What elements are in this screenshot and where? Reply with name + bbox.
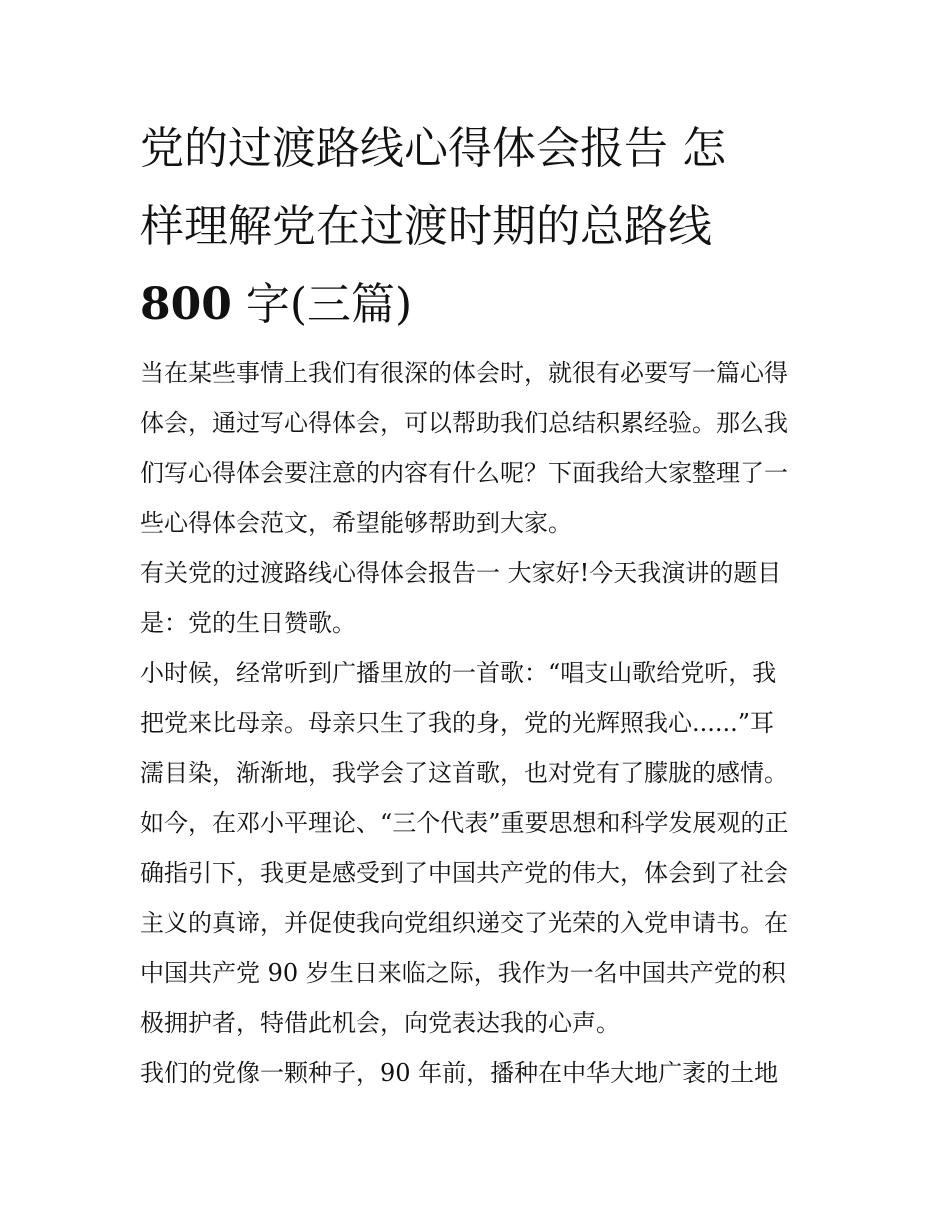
paragraph-line: 把党来比母亲。母亲只生了我的身，党的光辉照我心......”耳 <box>140 709 775 737</box>
paragraph-childhood <box>140 648 815 1048</box>
title-suffix: 字(三篇) <box>231 279 413 330</box>
paragraph-line: 当在某些事情上我们有很深的体会时，就很有必要写一篇心得 <box>140 359 788 387</box>
paragraph-line: 极拥护者，特借此机会，向党表达我的心声。 <box>140 1009 620 1037</box>
paragraph-line: 们写心得体会要注意的内容有什么呢？下面我给大家整理了一 <box>140 459 788 487</box>
title-line-1: 党的过渡路线心得体会报告 怎 <box>140 123 726 174</box>
document-content <box>140 110 815 1098</box>
paragraph-seed <box>140 1048 815 1098</box>
paragraph-line: 体会，通过写心得体会，可以帮助我们总结积累经验。那么我 <box>140 409 788 437</box>
title-line-3 <box>140 266 815 344</box>
paragraph-line: 我们的党像一颗种子，90 年前，播种在中华大地广袤的土地 <box>140 1059 779 1087</box>
paragraph-line: 如今，在邓小平理论、“三个代表”重要思想和科学发展观的正 <box>140 809 789 837</box>
document-title <box>140 110 815 344</box>
paragraph-line: 小时候，经常听到广播里放的一首歌：“唱支山歌给党听，我 <box>140 659 777 687</box>
paragraph-line: 濡目染，渐渐地，我学会了这首歌，也对党有了朦胧的感情。 <box>140 759 788 787</box>
paragraph-line: 确指引下，我更是感受到了中国共产党的伟大，体会到了社会 <box>140 859 788 887</box>
paragraph-line: 是：党的生日赞歌。 <box>140 609 356 637</box>
title-line-2: 样理解党在过渡时期的总路线 <box>140 201 712 252</box>
paragraph-line: 有关党的过渡路线心得体会报告一 大家好!今天我演讲的题目 <box>140 559 782 587</box>
paragraph-report-heading <box>140 548 815 648</box>
paragraph-line: 主义的真谛，并促使我向党组织递交了光荣的入党申请书。在 <box>140 909 788 937</box>
paragraph-intro <box>140 348 815 548</box>
paragraph-line: 些心得体会范文，希望能够帮助到大家。 <box>140 509 572 537</box>
title-number: 800 <box>140 279 232 330</box>
paragraph-line: 中国共产党 90 岁生日来临之际，我作为一名中国共产党的积 <box>140 959 786 987</box>
document-body <box>140 348 815 1098</box>
